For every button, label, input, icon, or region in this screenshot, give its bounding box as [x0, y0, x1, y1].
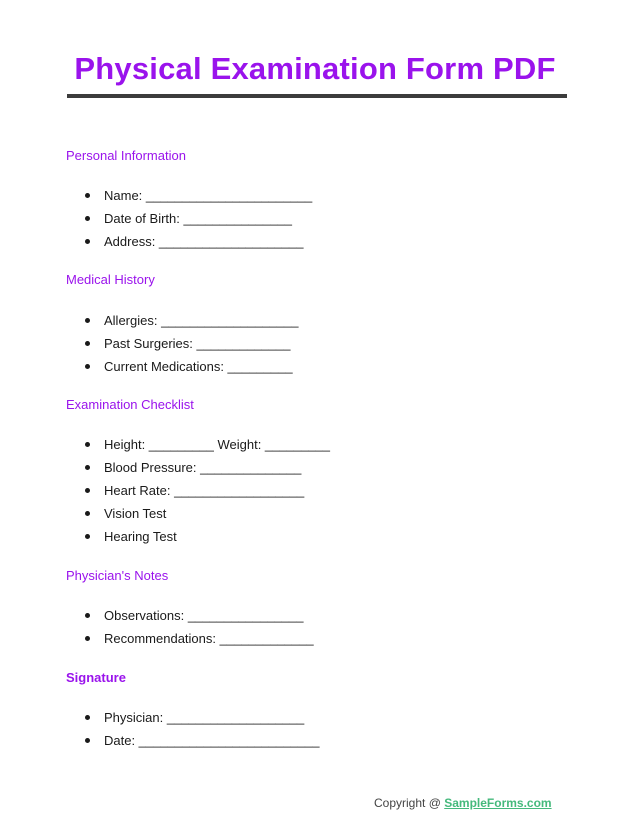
item-vision-test: Vision Test — [104, 506, 167, 521]
field-past-surgeries: Past Surgeries: _____________ — [104, 336, 291, 351]
section-heading-physicians-notes: Physician's Notes — [66, 568, 169, 583]
examination-checklist-list — [84, 436, 330, 551]
copyright-text: Copyright @ — [374, 796, 445, 810]
personal-information-list — [84, 187, 312, 256]
bullet-icon — [85, 193, 90, 198]
list-item — [84, 312, 298, 335]
signature-list — [84, 709, 319, 755]
field-date-of-birth: Date of Birth: _______________ — [104, 211, 292, 226]
list-item — [84, 187, 312, 210]
document-title: Physical Examination Form PDF — [74, 51, 556, 86]
list-item — [84, 732, 319, 755]
bullet-icon — [85, 216, 90, 221]
bullet-icon — [85, 364, 90, 369]
field-date: Date: _________________________ — [104, 733, 320, 748]
medical-history-list — [84, 312, 298, 381]
section-heading-signature: Signature — [66, 670, 126, 685]
list-item — [84, 459, 330, 482]
list-item — [84, 335, 298, 358]
bullet-icon — [85, 488, 90, 493]
field-address: Address: ____________________ — [104, 234, 304, 249]
list-item — [84, 233, 312, 256]
list-item — [84, 607, 314, 630]
list-item — [84, 436, 330, 459]
list-item — [84, 528, 330, 551]
list-item — [84, 630, 314, 653]
bullet-icon — [85, 341, 90, 346]
list-item — [84, 505, 330, 528]
item-hearing-test: Hearing Test — [104, 529, 177, 544]
field-physician: Physician: ___________________ — [104, 710, 305, 725]
title-divider — [67, 94, 567, 98]
field-height-weight: Height: _________ Weight: _________ — [104, 437, 331, 452]
list-item — [84, 210, 312, 233]
bullet-icon — [85, 318, 90, 323]
bullet-icon — [85, 239, 90, 244]
copyright-footer — [374, 796, 552, 810]
bullet-icon — [85, 442, 90, 447]
section-heading-medical-history: Medical History — [66, 272, 155, 287]
list-item — [84, 358, 298, 381]
bullet-icon — [85, 613, 90, 618]
bullet-icon — [85, 636, 90, 641]
field-current-medications: Current Medications: _________ — [104, 359, 293, 374]
physicians-notes-list — [84, 607, 314, 653]
bullet-icon — [85, 511, 90, 516]
bullet-icon — [85, 715, 90, 720]
field-blood-pressure: Blood Pressure: ______________ — [104, 460, 302, 475]
bullet-icon — [85, 465, 90, 470]
field-observations: Observations: ________________ — [104, 608, 304, 623]
list-item — [84, 482, 330, 505]
brand-link[interactable]: SampleForms.com — [444, 796, 552, 810]
bullet-icon — [85, 738, 90, 743]
field-allergies: Allergies: ___________________ — [104, 313, 299, 328]
field-recommendations: Recommendations: _____________ — [104, 631, 314, 646]
field-heart-rate: Heart Rate: __________________ — [104, 483, 305, 498]
section-heading-personal-information: Personal Information — [66, 148, 186, 163]
field-name: Name: _______________________ — [104, 188, 313, 203]
bullet-icon — [85, 534, 90, 539]
list-item — [84, 709, 319, 732]
section-heading-examination-checklist: Examination Checklist — [66, 397, 194, 412]
